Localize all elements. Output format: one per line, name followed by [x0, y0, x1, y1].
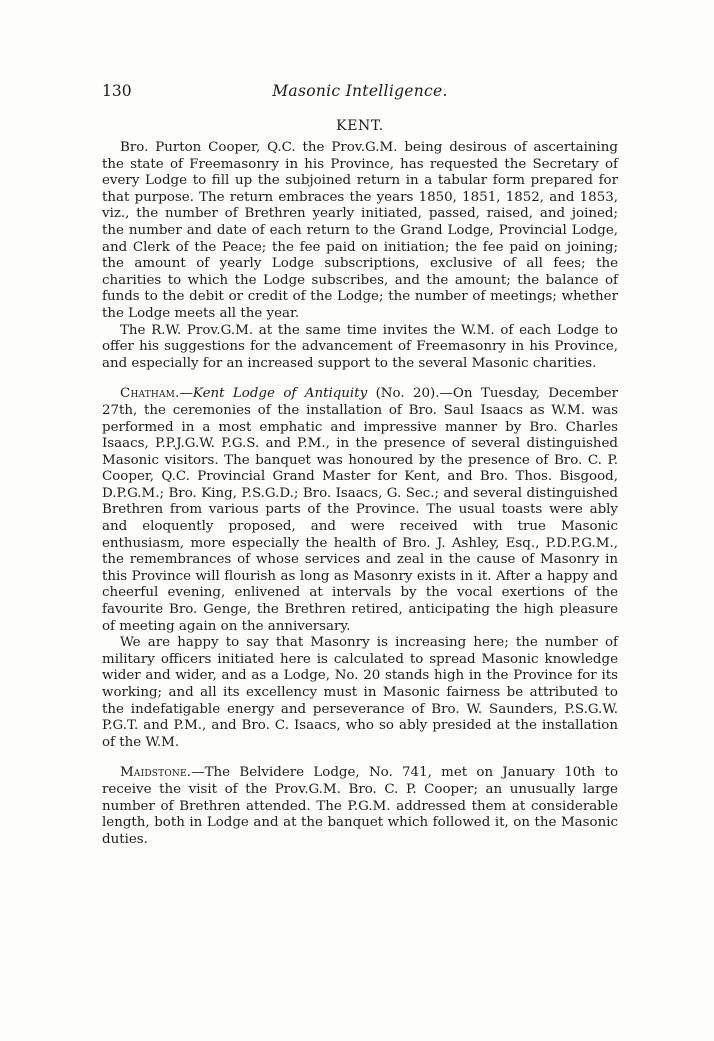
paragraph-text: Bro. Purton Cooper, Q.C. the Prov.G.M. being desirous of ascertaining the state of Freemasonry in his Province, has requested the Secretary of every Lodge to fill up the subjoined return in a tabular form prepared for that purpose. The return embraces the years 1850, 1851, 1852, and 1853, viz., the number of Brethren yearly initiated, passed, raised, and joined; the number and date of each return to the Grand Lodge, Provincial Lodge, and Clerk of the Peace; the fee paid on initiation; the fee paid on joining; the amount of yearly Lodge subscriptions, exclusive of all fees; the charities to which the Lodge subscribes, and the amount; the balance of funds to the debit or credit of the Lodge; the number of meetings; whether the Lodge meets all the year. [102, 140, 618, 321]
place-name-chatham: Chatham. [120, 386, 180, 402]
page-number: 130 [102, 82, 132, 100]
paragraph-masonry-increasing [102, 635, 618, 751]
paragraph-text: We are happy to say that Masonry is increasing here; the number of military officers initiated here is calculated to spread Masonic knowledge wider and wider, and as a Lodge, No. 20 stands high in the Province for its working; and all its excellency must in Masonic fairness be attributed to the indefatigable energy and perseverance of Bro. W. Saunders, P.S.G.W. P.G.T. and P.M., and Bro. C. Isaacs, who so ably presided at the installation of the W.M. [102, 635, 618, 750]
paragraph-maidstone [102, 765, 618, 848]
paragraph-kent-intro [102, 140, 618, 323]
paragraph-chatham [102, 386, 618, 635]
paragraph-rw-invitation [102, 323, 618, 373]
running-header [102, 82, 618, 104]
running-title: Masonic Intelligence. [272, 82, 448, 100]
paragraph-text: (No. 20).—On Tuesday, December 27th, the ceremonies of the installation of Bro. Saul Isaacs as W.M. was performed in a most emphatic and impressive manner by Bro. Charles Isaacs, P.P.J.G.W. P.G.S. and P.M., in the presence of several distinguished Masonic visitors. The banquet was honoured by the presence of Bro. C. P. Cooper, Q.C. Provincial Grand Master for Kent, and Bro. Thos. Bisgood, D.P.G.M.; Bro. King, P.S.G.D.; Bro. Isaacs, G. Sec.; and several distinguished Brethren from various parts of the Province. The usual toasts were ably and eloquently proposed, and were received with true Masonic enthusiasm, more especially the health of Bro. J. Ashley, Esq., P.D.P.G.M., the remembrances of whose services and zeal in the cause of Masonry in this Province will flourish as long as Masonry exists in it. After a happy and cheerful evening, enlivened at intervals by the vocal exertions of the favourite Bro. Genge, the Brethren retired, anticipating the high pleasure of meeting again on the anniversary. [102, 386, 618, 634]
paragraph-text: The R.W. Prov.G.M. at the same time invites the W.M. of each Lodge to offer his suggestions for the advancement of Freemasonry in his Province, and especially for an increased support to the several Masonic charities. [102, 322, 618, 371]
lodge-name: Kent Lodge of Antiquity [192, 386, 368, 402]
paragraph-text: —The Belvidere Lodge, No. 741, met on January 10th to receive the visit of the Prov.G.M. Bro. C. P. Cooper; an unusually large number of Brethren attended. The P.G.M. addressed them at considerable length, both in Lodge and at the banquet which followed it, on the Masonic duties. [102, 765, 618, 847]
em-dash: — [179, 386, 193, 402]
section-title: KENT. [336, 118, 384, 134]
place-name-maidstone: Maidstone. [120, 765, 192, 781]
